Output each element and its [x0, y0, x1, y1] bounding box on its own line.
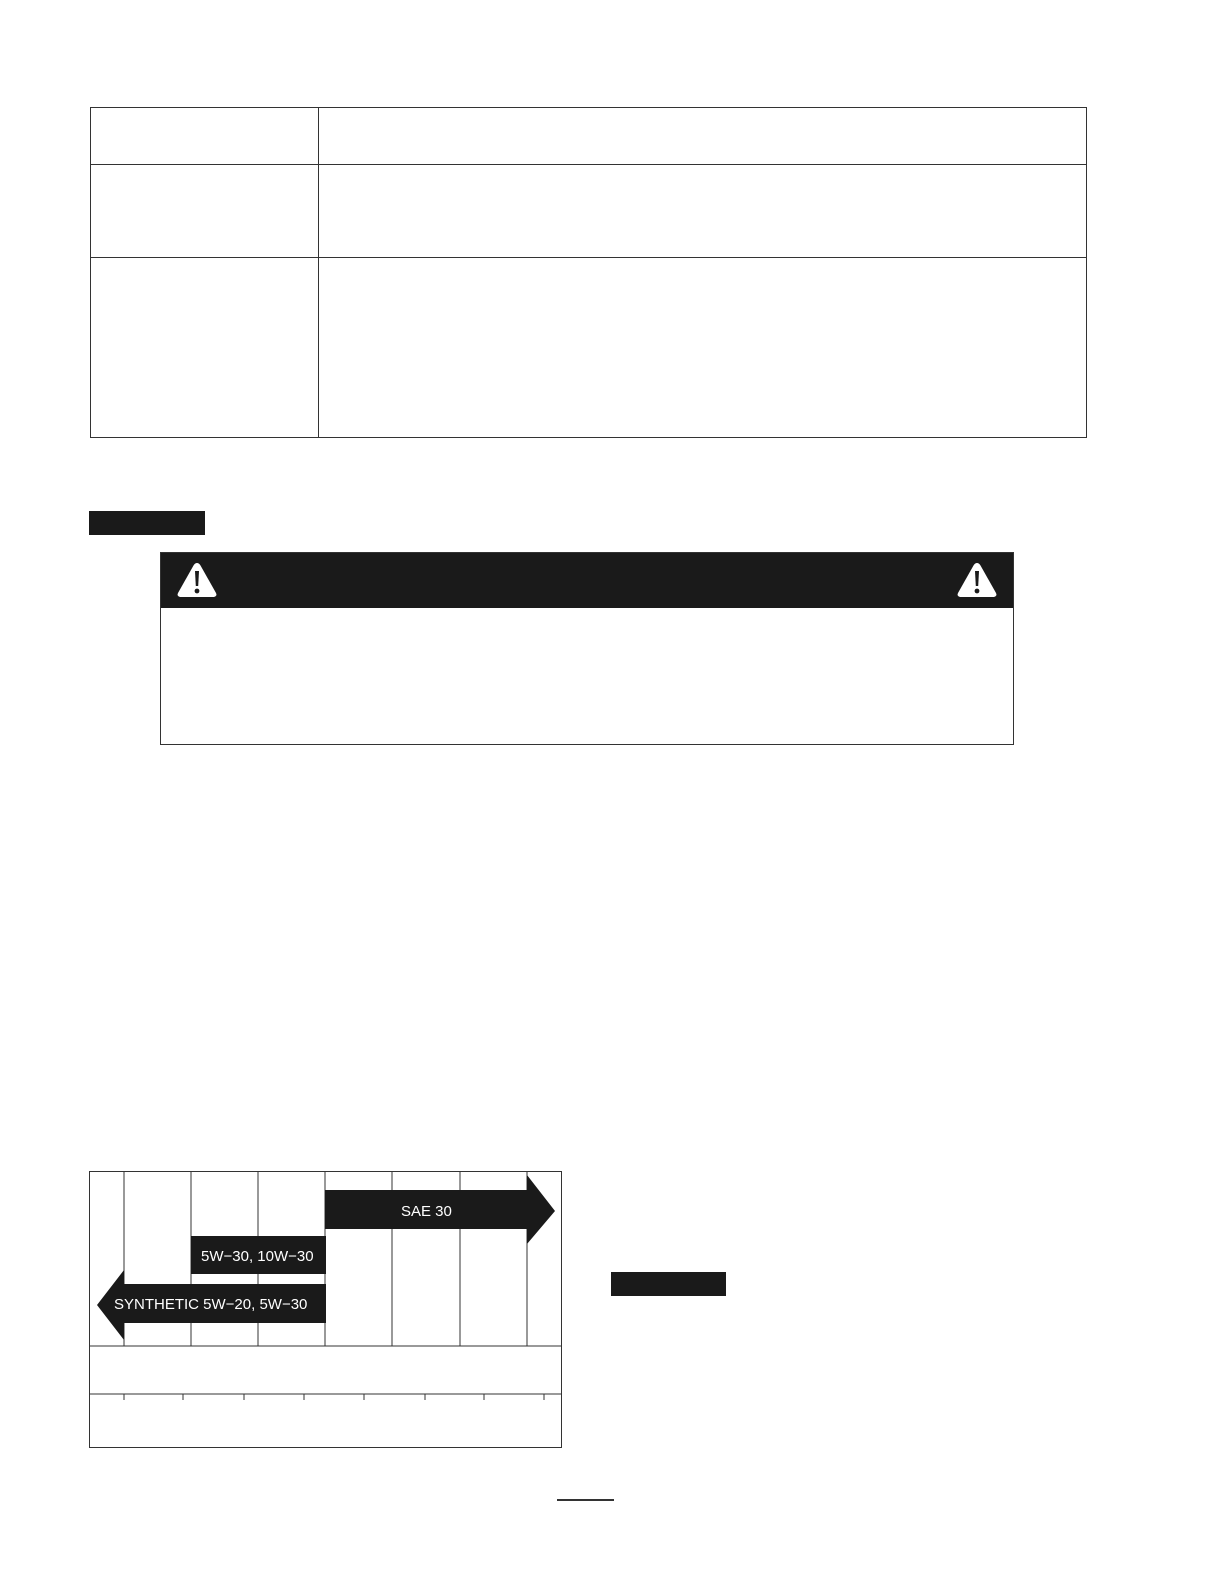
warning-box [160, 552, 1014, 745]
sae-30-label: SAE 30 [401, 1203, 452, 1220]
table-row [91, 258, 1087, 438]
multi-viscosity-label: 5W−30, 10W−30 [201, 1248, 314, 1265]
table-cell [91, 165, 319, 258]
footer-rule [557, 1499, 614, 1501]
oil-viscosity-chart [89, 1171, 562, 1448]
table-cell [319, 165, 1087, 258]
warning-triangle-icon [955, 560, 999, 600]
section-label-bar [89, 511, 205, 535]
synthetic-label: SYNTHETIC 5W−20, 5W−30 [114, 1296, 308, 1313]
specification-table [90, 107, 1087, 438]
warning-header [161, 553, 1013, 608]
table-row [91, 165, 1087, 258]
table-cell [319, 108, 1087, 165]
table-cell [319, 258, 1087, 438]
table-cell [91, 108, 319, 165]
warning-triangle-icon [175, 560, 219, 600]
table-cell [91, 258, 319, 438]
table-row [91, 108, 1087, 165]
section-label-bar [611, 1272, 726, 1296]
